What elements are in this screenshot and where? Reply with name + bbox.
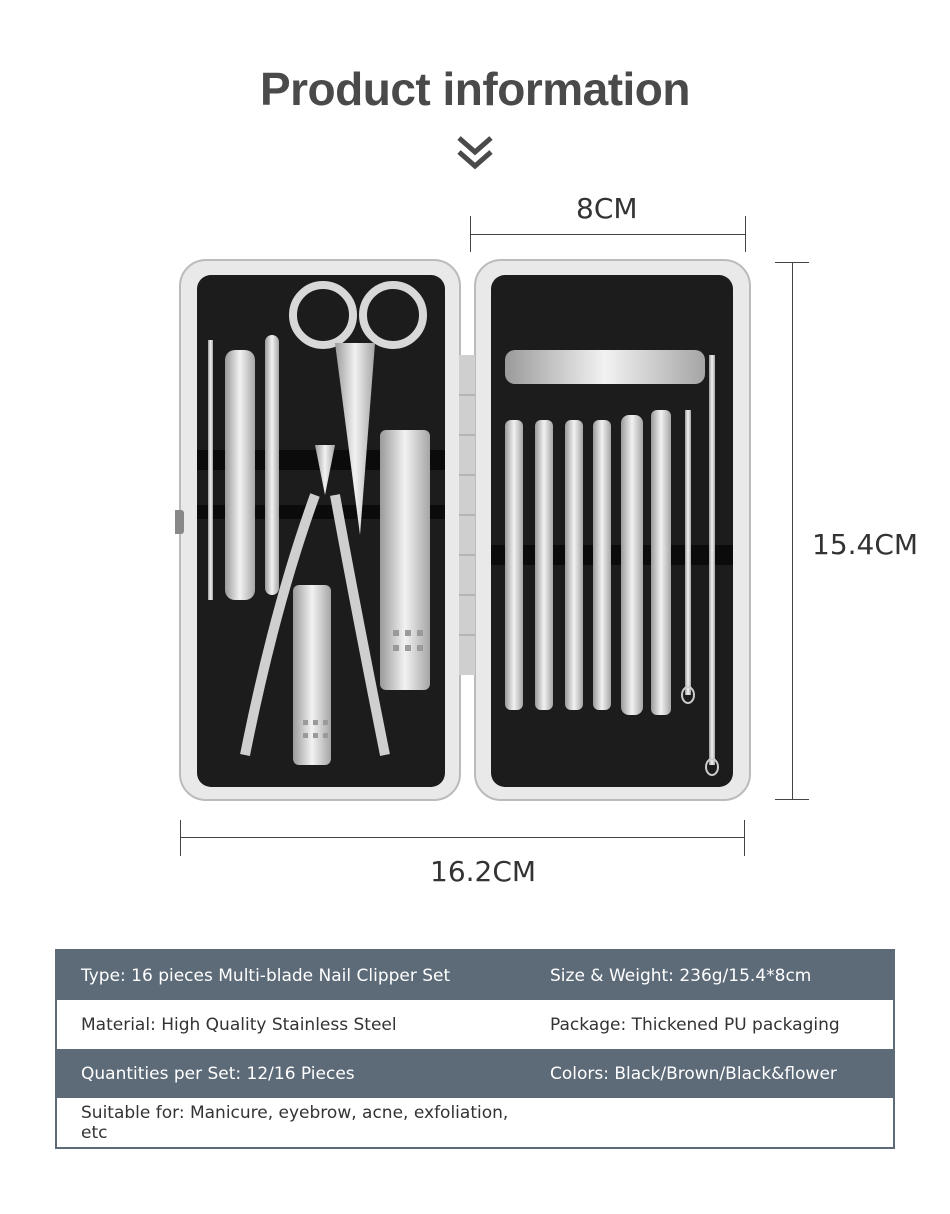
spec-package: Package: Thickened PU packaging [526, 1000, 894, 1049]
open-width-dimension-tick-right [744, 820, 745, 856]
spec-material: Material: High Quality Stainless Steel [56, 1000, 526, 1049]
spec-type: Type: 16 pieces Multi-blade Nail Clipper Set [56, 950, 526, 1000]
double-chevron-down-icon [455, 132, 495, 172]
open-width-dimension-line [180, 837, 745, 838]
open-width-dimension-label: 16.2CM [430, 855, 537, 888]
height-dimension-label: 15.4CM [812, 528, 919, 561]
spec-quantities: Quantities per Set: 12/16 Pieces [56, 1049, 526, 1098]
table-row [56, 950, 894, 1000]
height-dimension-tick-bottom [775, 799, 809, 800]
width-dimension-line [470, 234, 746, 235]
manicure-kit-image [175, 255, 755, 805]
table-row [56, 1049, 894, 1098]
height-dimension-tick-top [775, 262, 809, 263]
spec-size-weight: Size & Weight: 236g/15.4*8cm [526, 950, 894, 1000]
spec-suitable-for: Suitable for: Manicure, eyebrow, acne, exfoliation, etc [56, 1098, 526, 1148]
page-title: Product information [259, 63, 691, 115]
spec-table [55, 949, 895, 1149]
width-dimension-label: 8CM [576, 192, 638, 225]
table-row [56, 1000, 894, 1049]
spec-colors: Colors: Black/Brown/Black&flower [526, 1049, 894, 1098]
width-dimension-tick-right [745, 216, 746, 252]
spec-empty-cell [526, 1098, 894, 1148]
open-width-dimension-tick-left [180, 820, 181, 856]
table-row [56, 1098, 894, 1148]
height-dimension-line [792, 262, 793, 800]
width-dimension-tick-left [470, 216, 471, 252]
